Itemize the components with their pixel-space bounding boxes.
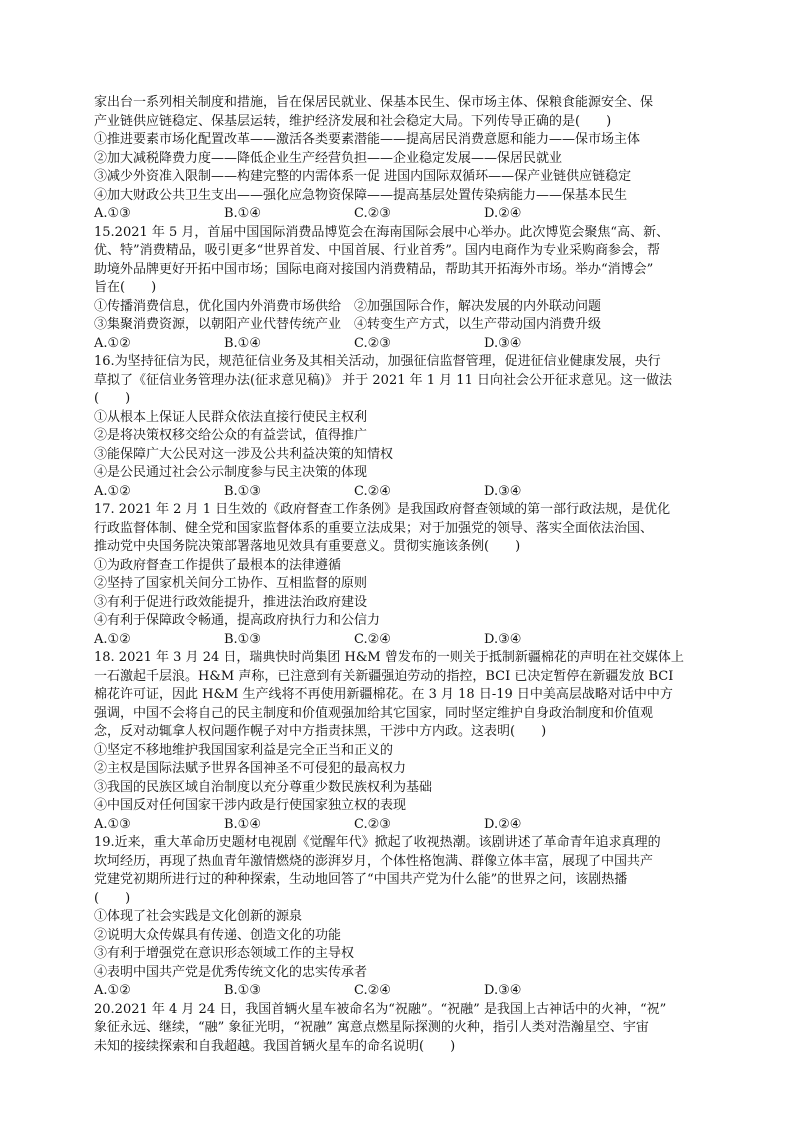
question-17-stem [94,501,706,557]
option-b: B.①③ [224,483,261,499]
question-17-options [94,631,706,650]
statement-item: ②加大减税降费力度——降低企业生产经营负担——企业稳定发展——保居民就业 [94,150,563,166]
statement-item: ③集聚消费资源，以朝阳产业代替传统产业 ④转变生产方式，以生产带动国内消费升级 [94,317,602,332]
stem-line: 15.2021 年 5 月，首届中国国际消费品博览会在海南国际会展中心举办。此次博览会聚焦“高、新、 [94,224,670,240]
question-15-options [94,335,706,354]
statement-item: ②主权是国际法赋予世界各国神圣不可侵犯的最高权力 [94,761,407,776]
option-d: D.③④ [484,983,522,998]
stem-line: 草拟了《征信业务管理办法(征求意见稿)》 并于 2021 年 1 月 11 日向社会公开征求意见。这一做法 [94,372,672,388]
question-18-stem [94,649,706,742]
option-c: C.②④ [354,631,391,647]
stem-line: 产业链供应链稳定、保基层运转，维护经济发展和社会稳定大局。下列传导正确的是( ) [94,113,612,129]
stem-line: 行政监督体制、健全党和国家监督体系的重要立法成果；对于加强党的领导、落实全面依法治国、 [94,520,654,536]
option-c: C.②③ [354,335,391,351]
stem-line: 17. 2021 年 2 月 1 日生效的《政府督查工作条例》是我国政府督查领域的第一部行政法规，是优化 [94,502,671,517]
statement-item: ①从根本上保证人民群众依法直接行使民主权利 [94,409,368,425]
question-19-stem [94,834,706,908]
stem-line: 棉花许可证，因此 H&M 生产线将不再使用新疆棉花。在 3 月 18 日-19 日中美高层战略对话中中方 [94,687,673,702]
statement-item: ①为政府督查工作提供了最根本的法律遵循 [94,557,342,573]
statement-item: ②说明大众传媒具有传递、创造文化的功能 [94,927,342,943]
statement-item: ③有利于促进行政效能提升，推进法治政府建设 [94,594,368,610]
statement-item: ③减少外资准入限制——构建完整的内需体系一促 进国内国际双循环——保产业链供应链稳定 [94,169,632,184]
question-14-items [94,131,706,205]
question-18-options [94,816,706,835]
option-a: A.①③ [94,206,131,221]
stem-line: 念，反对动辄拿人权问题作幌子对中方指责抹黑，干涉中方内政。这表明( ) [94,724,547,739]
option-d: D.③④ [484,631,522,647]
stem-line: 助境外品牌更好开拓中国市场；国际电商对接国内消费精品，帮助其开拓海外市场。举办“消博会” [94,261,654,277]
statement-item: ④中国反对任何国家干涉内政是行使国家独立权的表现 [94,798,407,813]
stem-line: 象征永远、继续，“融” 象征光明，“祝融” 寓意点燃星际探测的火种，指引人类对浩瀚星空、宇宙 [94,1020,649,1035]
option-b: B.①③ [224,631,261,647]
stem-line: 19.近来，重大革命历史题材电视剧《觉醒年代》掀起了收视热潮。该剧讲述了革命青年追求真理的 [94,835,661,850]
statement-item: ②坚持了国家机关间分工协作、互相监督的原则 [94,576,368,591]
question-19-items [94,908,706,982]
option-c: C.②④ [354,983,391,998]
stem-line: 18. 2021 年 3 月 24 日，瑞典快时尚集团 H&M 曾发布的一则关于抵制新疆棉花的声明在社交媒体上 [94,650,684,665]
statement-item: ①体现了社会实践是文化创新的源泉 [94,909,303,924]
question-14-stem [94,94,706,131]
stem-line: 20.2021 年 4 月 24 日，我国首辆火星车被命名为“祝融”。“祝融” 是我国上古神话中的火神，“祝” [94,1001,667,1017]
statement-item: ④有利于保障政令畅通，提高政府执行力和公信力 [94,613,381,628]
question-17-items [94,557,706,631]
stem-line: 党建党初期所进行过的种种探索，生动地回答了“中国共产党为什么能”的世界之问，该剧热播 [94,872,628,887]
question-14-options [94,205,706,224]
option-c: C.②③ [354,206,391,221]
option-a: A.①② [94,335,131,351]
question-19-options [94,982,706,1001]
statement-item: ④是公民通过社会公示制度参与民主决策的体现 [94,465,368,480]
option-d: D.②④ [484,816,522,832]
option-b: B.①④ [224,335,261,351]
question-16-stem [94,353,706,409]
question-16-items [94,409,706,483]
question-18-items [94,742,706,816]
stem-line: 未知的接续探索和自我超越。我国首辆火星车的命名说明( ) [94,1038,456,1054]
statement-item: ③有利于增强党在意识形态领域工作的主导权 [94,946,355,961]
stem-line: 强调，中国不会将自己的民主制度和价值观强加给其它国家，同时坚定维护自身政治制度和价值观 [94,705,654,721]
option-a: A.①② [94,483,131,499]
statement-item: ①传播消费信息，优化国内外消费市场供给 ②加强国际合作，解决发展的内外联动问题 [94,298,602,314]
stem-line: 优、特”消费精品，吸引更多“世界首发、中国首展、行业首秀”。国内电商作为专业采购商参会，帮 [94,243,660,258]
option-d: D.②④ [484,206,522,221]
option-b: B.①④ [224,816,261,832]
option-a: A.①③ [94,816,131,832]
statement-item: ②是将决策权移交给公众的有益尝试，值得推广 [94,428,368,443]
stem-line: ( ) [94,890,131,906]
option-d: D.③④ [484,483,522,499]
option-a: A.①② [94,631,131,647]
stem-line: 16.为坚持征信为民，规范征信业务及其相关活动，加强征信监督管理，促进征信业健康发展，央行 [94,354,661,369]
stem-line: 推动党中央国务院决策部署落地见效具有重要意义。贯彻实施该条例( ) [94,539,521,554]
statement-item: ④加大财政公共卫生支出——强化应急物资保障——提高基层处置传染病能力——保基本民生 [94,187,628,203]
question-20-stem [94,1001,706,1057]
stem-line: ( ) [94,391,131,406]
exam-page [94,94,706,1056]
option-c: C.②④ [354,483,391,499]
statement-item: ③我国的民族区域自治制度以充分尊重少数民族权利为基础 [94,779,433,795]
option-d: D.③④ [484,335,522,351]
stem-line: 旨在( ) [94,280,157,295]
stem-line: 家出台一系列相关制度和措施，旨在保居民就业、保基本民生、保市场主体、保粮食能源安全、保 [94,95,654,110]
question-15-items [94,298,706,335]
option-c: C.②③ [354,816,391,832]
question-16-options [94,483,706,502]
statement-item: ③能保障广大公民对这一涉及公共利益决策的知情权 [94,446,394,462]
option-b: B.①④ [224,206,261,221]
statement-item: ①坚定不移地维护我国国家利益是完全正当和正义的 [94,742,394,758]
stem-line: 坎坷经历，再现了热血青年激情燃烧的澎湃岁月，个体性格饱满、群像立体丰富，展现了中国共产 [94,853,654,869]
question-15-stem [94,224,706,298]
option-b: B.①③ [224,983,261,998]
option-a: A.①② [94,983,131,998]
statement-item: ④表明中国共产党是优秀传统文化的忠实传承者 [94,964,368,980]
statement-item: ①推进要素市场化配置改革——激活各类要素潜能——提高居民消费意愿和能力——保市场主体 [94,132,641,147]
stem-line: 一石激起千层浪。H&M 声称，已注意到有关新疆强迫劳动的指控，BCI 已决定暂停在新疆发放 BCI [94,668,674,684]
